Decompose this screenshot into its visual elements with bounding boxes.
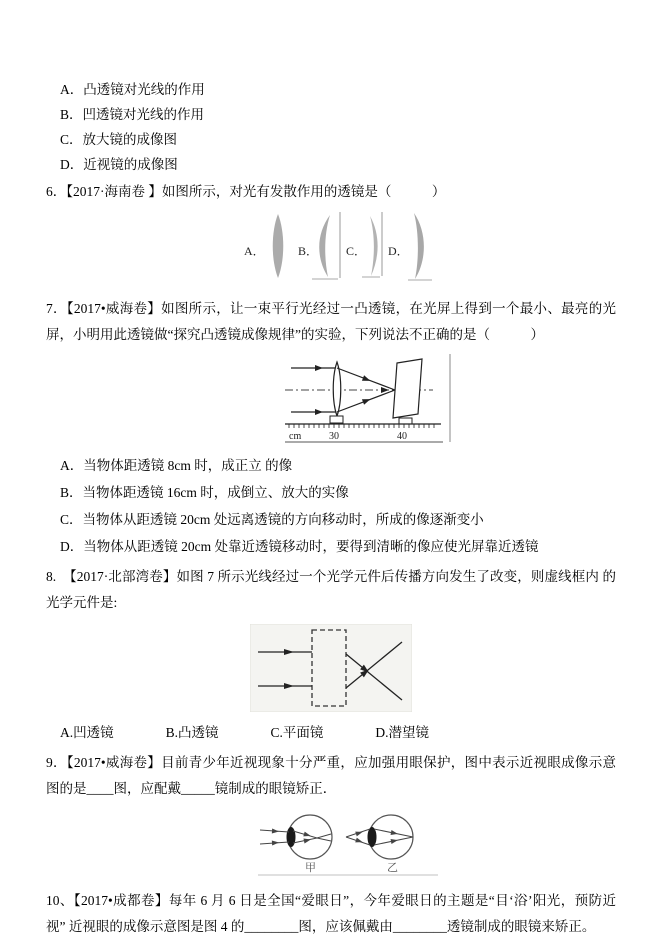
q7-option-c: C．当物体从距透镜 20cm 处远离透镜的方向移动时，所成的像逐渐变小 bbox=[60, 512, 484, 527]
arrowhead-icon bbox=[315, 365, 323, 371]
intro-options bbox=[46, 78, 616, 177]
eye-lens-left-icon bbox=[287, 827, 296, 847]
q8-option-a: A.凹透镜 bbox=[60, 725, 114, 740]
q7-option-a: A．当物体距透镜 8cm 时，成正立 的像 bbox=[60, 458, 293, 473]
concave-meniscus-left-icon bbox=[319, 215, 330, 277]
question-8-options bbox=[46, 720, 616, 746]
arrowhead-icon bbox=[272, 840, 279, 845]
refracted-ray bbox=[293, 831, 331, 838]
question-6-stem: 6．【2017·海南卷 】如图所示，对光有发散作用的透镜是（ ） bbox=[46, 184, 446, 199]
question-9-stem: 9．【2017•威海卷】目前青少年近视现象十分严重，应加强用眼保护，图中表示近视眼成像示意图的是____图，应配戴_____镜制成的眼镜矫正． bbox=[46, 755, 616, 796]
ruler-30-label: 30 bbox=[329, 431, 339, 442]
figure-panel bbox=[250, 624, 412, 712]
eye-diagrams-figure bbox=[258, 810, 438, 876]
q7-option-d: D．当物体从距透镜 20cm 处靠近透镜移动时，要得到清晰的像应使光屏靠近透镜 bbox=[60, 539, 539, 554]
question-10-stem: 10、【2017•成都卷】每年 6 月 6 日是全国“爱眼日”，今年爱眼日的主题是“目‘浴’阳光，预防近视” 近视眼的成像示意图是图 4 的________图，应该佩戴由________透镜制成的眼镜来矫正。 bbox=[46, 893, 616, 934]
eye-left-label: 甲 bbox=[305, 862, 316, 874]
q8-option-b: B.凸透镜 bbox=[165, 725, 219, 740]
arrowhead-icon bbox=[303, 837, 311, 843]
question-7-stem: 7．【2017•威海卷】如图所示，让一束平行光经过一凸透镜，在光屏上得到一个最小、最亮的光屏，小明用此透镜做“探究凸透镜成像规律”的实验，下列说法不正确的是（ ） bbox=[46, 301, 616, 342]
ray-box-figure bbox=[250, 624, 412, 712]
lens-option-b-label: B． bbox=[298, 244, 319, 258]
screen-stand bbox=[399, 418, 412, 424]
lens-option-c-label: C． bbox=[346, 244, 367, 258]
question-9-figure bbox=[258, 810, 616, 880]
q8-option-d: D.潜望镜 bbox=[375, 725, 430, 740]
question-6-figure bbox=[242, 210, 616, 288]
lens-option-a-label: A． bbox=[244, 244, 265, 258]
arrowhead-icon bbox=[272, 829, 279, 834]
eye-lens-right-icon bbox=[368, 827, 377, 847]
arrowhead-icon bbox=[355, 838, 363, 845]
ruler-40-label: 40 bbox=[397, 431, 407, 442]
intro-option-d: D．近视镜的成像图 bbox=[60, 157, 178, 172]
light-screen-icon bbox=[393, 359, 422, 418]
question-8-stem: 8. 【2017·北部湾卷】如图 7 所示光线经过一个光学元件后传播方向发生了改变，则虚线框内 的光学元件是: bbox=[46, 569, 616, 610]
arrowhead-icon bbox=[355, 829, 363, 836]
thin-meniscus-right-icon bbox=[370, 216, 378, 276]
intro-option-b: B．凹透镜对光线的作用 bbox=[60, 107, 205, 122]
ruler-unit-label: cm bbox=[289, 431, 302, 442]
arrowhead-icon bbox=[303, 832, 311, 839]
question-8-figure bbox=[250, 624, 616, 716]
intro-option-a: A．凸透镜对光线的作用 bbox=[60, 82, 205, 97]
arrowhead-icon bbox=[362, 375, 372, 383]
arrowhead-icon bbox=[391, 838, 399, 844]
question-7-figure bbox=[283, 354, 616, 448]
refracted-ray bbox=[293, 838, 331, 843]
ruler-ticks bbox=[289, 424, 434, 428]
biconvex-lens-icon bbox=[273, 214, 284, 278]
q7-option-b: B．当物体距透镜 16cm 时，成倒立、放大的实像 bbox=[60, 485, 349, 500]
arrowhead-icon bbox=[362, 396, 372, 404]
lens-experiment-figure bbox=[283, 354, 455, 444]
convex-lens-icon bbox=[333, 362, 341, 416]
eye-right-label: 乙 bbox=[387, 862, 398, 874]
lens-options-figure bbox=[242, 210, 442, 284]
question-7-options bbox=[46, 452, 616, 560]
q8-option-c: C.平面镜 bbox=[270, 725, 324, 740]
arrowhead-icon bbox=[315, 409, 323, 415]
concave-meniscus-right-icon bbox=[414, 213, 424, 279]
arrowhead-icon bbox=[391, 830, 399, 836]
lens-option-d-label: D． bbox=[388, 244, 409, 258]
intro-option-c: C．放大镜的成像图 bbox=[60, 132, 178, 147]
lens-stand bbox=[330, 416, 343, 423]
